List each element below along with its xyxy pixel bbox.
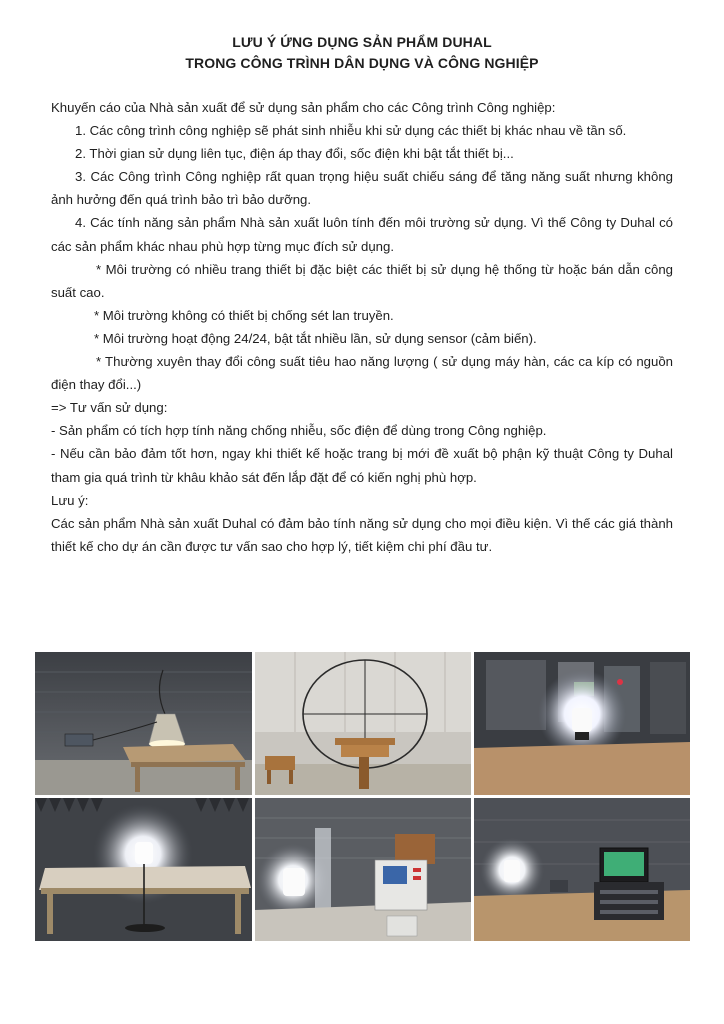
- document-title: [0, 32, 724, 74]
- env-item-3: * Môi trường hoạt động 24/24, bật tắt nhiều lần, sử dụng sensor (cảm biến).: [94, 330, 537, 346]
- lab-photo-monitor-bench-icon: [474, 798, 690, 941]
- lab-photo-led-bulb-cabinets-icon: [474, 652, 690, 795]
- list-item-1: 1. Các công trình công nghiệp sẽ phát sinh nhiễu khi sử dụng các thiết bị khác nhau về tần số.: [75, 123, 627, 139]
- advice-item-1: - Sản phẩm có tích hợp tính năng chống nhiễu, sốc điện để dùng trong Công nghiệp.: [51, 423, 547, 439]
- lab-photo-led-bulb-anechoic-icon: [35, 798, 252, 941]
- env-item-2: * Môi trường không có thiết bị chống sét lan truyền.: [94, 307, 394, 323]
- env-item-1: * Môi trường có nhiều trang thiết bị đặc biệt các thiết bị sử dụng hệ thống từ hoặc bán dẫn công suất cao.: [51, 261, 673, 300]
- lab-photo-test-instrument-icon: [255, 798, 471, 941]
- title-line-1: LƯU Ý ỨNG DỤNG SẢN PHẨM DUHAL: [232, 34, 492, 50]
- list-item-2: 2. Thời gian sử dụng liên tục, điện áp thay đổi, sốc điện khi bật tắt thiết bị...: [75, 146, 514, 162]
- advice-heading: => Tư vấn sử dụng:: [51, 400, 168, 416]
- advice-item-2: - Nếu cần bảo đảm tốt hơn, ngay khi thiết kế hoặc trang bị mới đề xuất bộ phận kỹ thuật Công ty Duhal tham gia quá trình từ khâu khảo sát đến lắp đặt để có kiến nghị phù hợp.: [51, 446, 673, 485]
- photo-grid: [35, 652, 690, 941]
- intro-paragraph: Khuyến cáo của Nhà sản xuất để sử dụng sản phẩm cho các Công trình Công nghiệp:: [51, 100, 556, 115]
- list-item-4: 4. Các tính năng sản phẩm Nhà sản xuất luôn tính đến môi trường sử dụng. Vì thế Công ty Duhal có các sản phẩm khác nhau phù hợp từng mục đích sử dụng.: [51, 215, 673, 254]
- env-item-4: * Thường xuyên thay đổi công suất tiêu hao năng lượng ( sử dụng máy hàn, các ca kíp có nguồn điện thay đổi...): [51, 354, 673, 393]
- lab-photo-loop-antenna-icon: [255, 652, 471, 795]
- note-heading: Lưu ý:: [51, 492, 89, 508]
- title-line-2: TRONG CÔNG TRÌNH DÂN DỤNG VÀ CÔNG NGHIỆP: [185, 55, 539, 71]
- note-paragraph: Các sản phẩm Nhà sản xuất Duhal có đảm bảo tính năng sử dụng cho mọi điều kiện. Vì thế các giá thành thiết kế cho dự án cần được tư vấn sao cho hợp lý, tiết kiệm chi phí đầu tư.: [51, 515, 673, 554]
- document-body: [51, 96, 673, 558]
- list-item-3: 3. Các Công trình Công nghiệp rất quan trọng hiệu suất chiếu sáng để tăng năng suất nhưng không ảnh hưởng đến quá trình bảo trì bảo dưỡng.: [51, 169, 673, 208]
- lab-photo-lamp-on-table-icon: [35, 652, 252, 795]
